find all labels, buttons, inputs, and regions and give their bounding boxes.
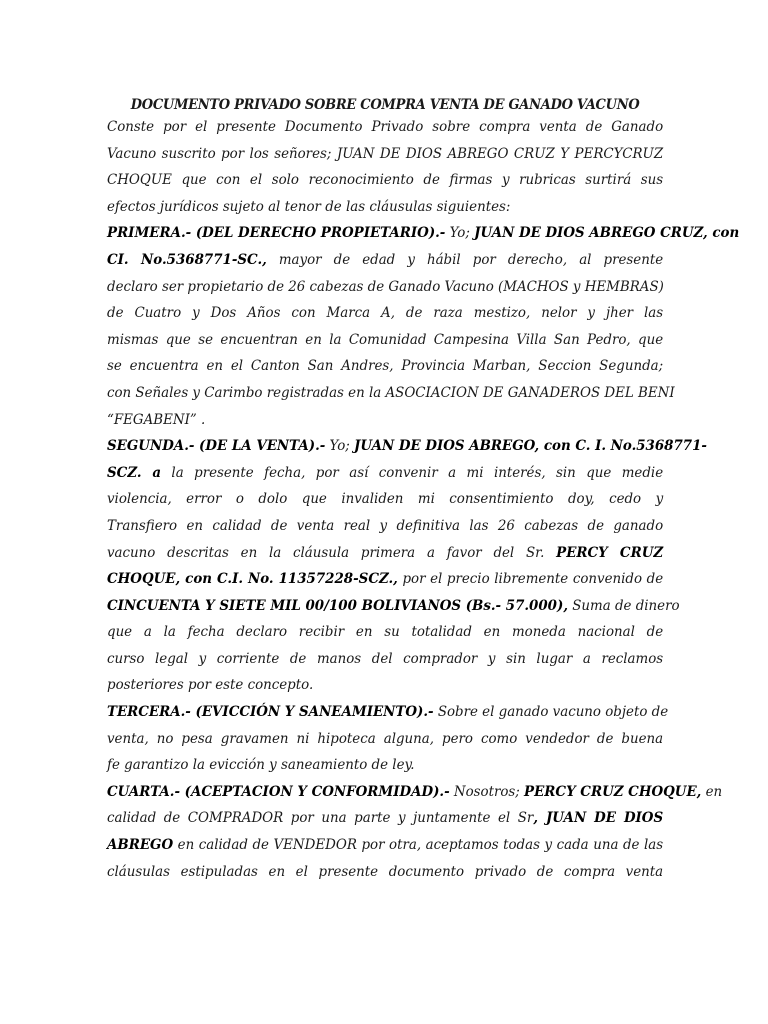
primera-heading: PRIMERA.- (DEL DERECHO PROPIETARIO).- [107,224,446,242]
primera-seller-id: CI. No.5368771-SC., [107,250,267,268]
primera-line-7: con Señales y Carimbo registradas en la ASOCIACION DE GANADEROS DEL BENI [107,384,675,401]
primera-line-5: mismas que se encuentran en la Comunidad Campesina Villa San Pedro, que [107,331,664,348]
tercera-line-1 [107,699,669,726]
cuarta-line-2 [107,805,663,832]
primera-text: Yo; [445,225,475,242]
cuarta-buyer-name: PERCY CRUZ CHOQUE, [524,782,702,800]
intro-line-4: efectos jurídicos sujeto al tenor de las cláusulas siguientes: [107,198,511,215]
segunda-line-6 [107,566,663,593]
document-title: DOCUMENTO PRIVADO SOBRE COMPRA VENTA DE GANADO VACUNO [130,97,640,113]
cuarta-heading: CUARTA.- (ACEPTACION Y CONFORMIDAD).- [107,782,450,800]
intro-line-1: Conste por el presente Documento Privado sobre compra venta de Ganado [107,119,664,135]
segunda-text: por el precio libremente convenido de [397,571,664,588]
tercera-heading: TERCERA.- (EVICCIÓN Y SANEAMIENTO).- [107,703,434,721]
segunda-text: Yo; [325,438,355,455]
segunda-line-7 [107,593,680,620]
cuarta-seller-surname: ABREGO [107,836,174,854]
cuarta-line-1 [107,779,723,806]
segunda-line-10: posteriores por este concepto. [107,677,314,694]
segunda-line-3: violencia, error o dolo que invaliden mi consentimiento doy, cedo y [107,491,664,508]
segunda-text: vacuno descritas en la cláusula primera a favor del Sr. [107,544,557,561]
tercera-line-3: fe garantizo la evicción y saneamiento de ley. [107,757,415,774]
segunda-price: CINCUENTA Y SIETE MIL 00/100 BOLIVIANOS (Bs.- 57.000), [107,596,568,614]
cuarta-text: Nosotros; [449,783,525,800]
cuarta-text: calidad de COMPRADOR por una parte y juntamente el Sr [107,810,534,827]
primera-line-8: “FEGABENI” . [107,411,206,428]
tercera-text: Sobre el ganado vacuno objeto de [433,704,669,721]
segunda-heading: SEGUNDA.- (DE LA VENTA).- [107,437,326,455]
cuarta-text: en [701,783,723,800]
segunda-line-1 [107,433,707,460]
segunda-seller-id: SCZ. a [107,463,162,481]
intro-line-3: CHOQUE que con el solo reconocimiento de firmas y rubricas surtirá sus [107,172,664,189]
segunda-text: la presente fecha, por así convenir a mi interés, sin que medie [161,464,664,481]
segunda-line-5 [107,540,663,567]
segunda-line-9: curso legal y corriente de manos del comprador y sin lugar a reclamos [107,650,664,667]
document-body [107,92,740,885]
primera-line-4: de Cuatro y Dos Años con Marca A, de raza mestizo, nelor y jher las [107,305,664,322]
segunda-buyer-id: CHOQUE, con C.I. No. 11357228-SCZ., [107,570,398,588]
primera-text: mayor de edad y hábil por derecho, al presente [266,251,664,268]
segunda-seller-name: JUAN DE DIOS ABREGO, con C. I. No.5368771- [354,437,707,455]
segunda-line-4: Transfiero en calidad de venta real y definitiva las 26 cabezas de ganado [107,517,664,534]
segunda-line-2 [107,460,663,487]
cuarta-line-4: cláusulas estipuladas en el presente documento privado de compra venta [107,863,664,880]
primera-line-1 [107,220,740,247]
segunda-text: Suma de dinero [567,597,680,614]
cuarta-text: en calidad de VENDEDOR por otra, aceptamos todas y cada una de las [173,837,664,854]
segunda-line-8: que a la fecha declaro recibir en su totalidad en moneda nacional de [107,624,664,641]
cuarta-line-3 [107,832,663,859]
primera-seller-name: JUAN DE DIOS ABREGO CRUZ, con [474,224,740,242]
segunda-buyer-name: PERCY CRUZ [556,543,664,561]
primera-line-2 [107,247,663,274]
intro-line-2: Vacuno suscrito por los señores; JUAN DE DIOS ABREGO CRUZ Y PERCYCRUZ [107,145,664,162]
primera-line-3: declaro ser propietario de 26 cabezas de Ganado Vacuno (MACHOS y HEMBRAS) [107,278,664,295]
primera-line-6: se encuentra en el Canton San Andres, Provincia Marban, Seccion Segunda; [107,358,664,375]
cuarta-seller-name: , JUAN DE DIOS [533,809,664,827]
tercera-line-2: venta, no pesa gravamen ni hipoteca alguna, pero como vendedor de buena [107,730,664,747]
